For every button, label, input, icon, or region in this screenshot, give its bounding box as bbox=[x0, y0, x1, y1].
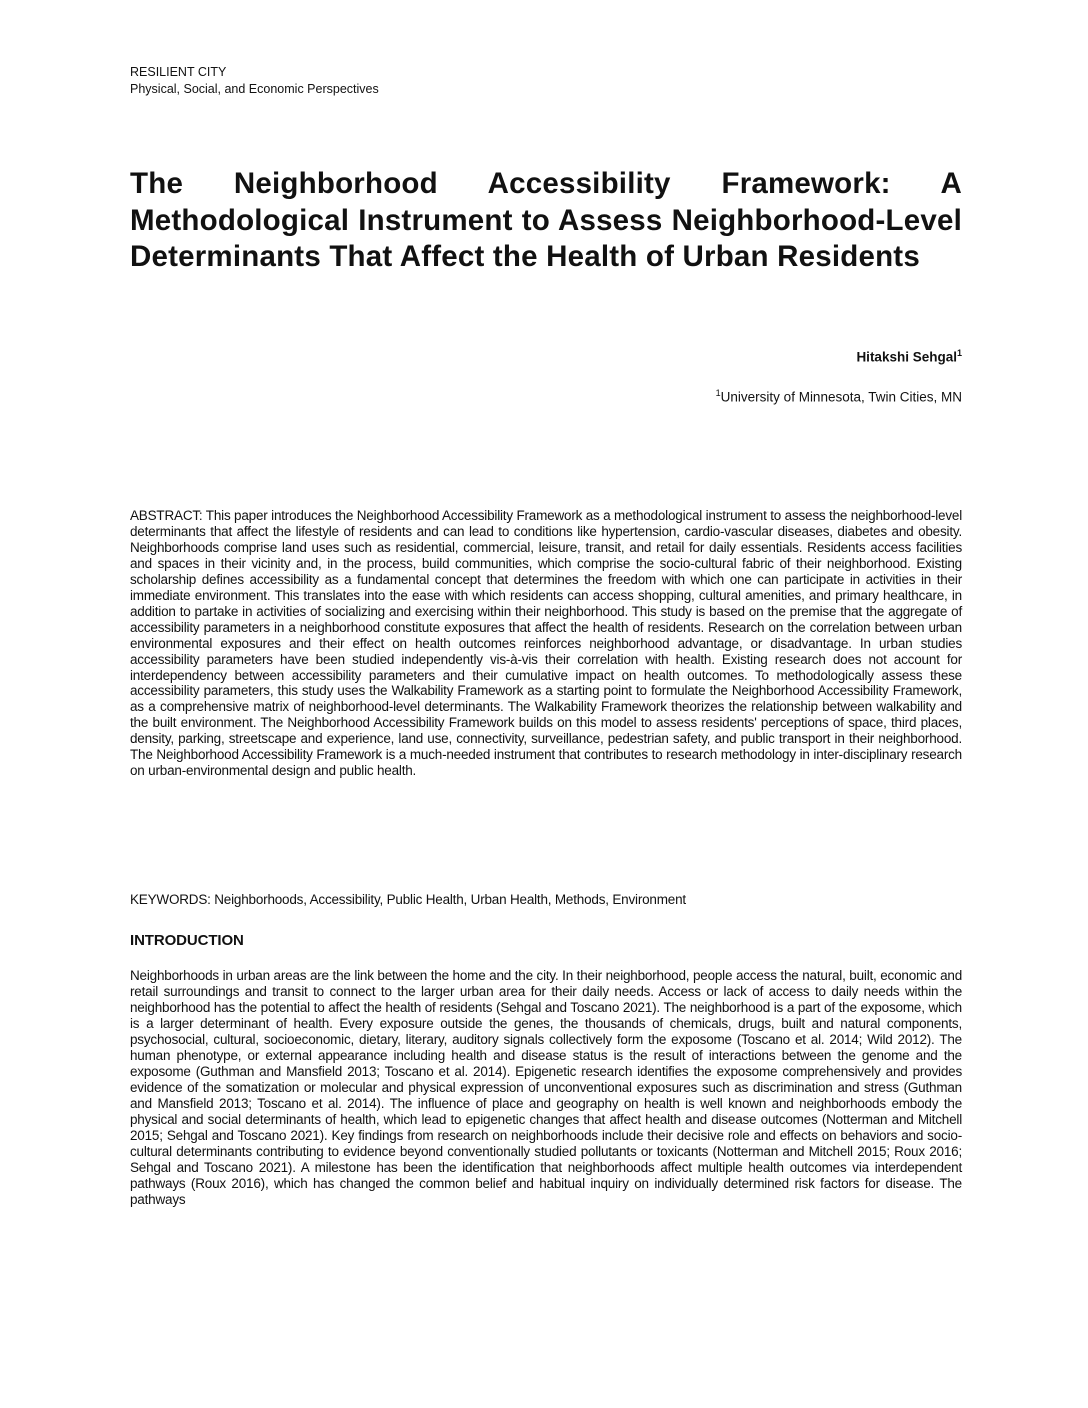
running-head-series: RESILIENT CITY bbox=[130, 65, 227, 79]
introduction-paragraph: Neighborhoods in urban areas are the link between the home and the city. In their neighborhood, people access the natural, built, economic and retail surroundings and transit to connect to the larger urban area for their daily needs. Access or lack of access to daily needs within the neighborhood has the potential to affect the health of residents (Sehgal and Toscano 2021). The neighborhood is a part of the exposome, which is a larger determinant of health. Every exposure outside the genes, the thousands of chemicals, drugs, built and natural components, psychosocial, cultural, socioeconomic, dietary, literary, auditory signals collectively form the exposome (Toscano et al. 2014; Wild 2012). The human phenotype, or external appearance including health and disease status is the result of interactions between the genome and the exposome (Guthman and Mansfield 2013; Toscano et al. 2014). Epigenetic research identifies the exposome comprehensively and provides evidence of the somatization or molecular and physical expression of unconventional exposures such as discrimination and stress (Guthman and Mansfield 2013; Toscano et al. 2014). The influence of place and geography on health is well known and neighborhoods embody the physical and social determinants of health, which lead to epigenetic changes that affect health and disease outcomes (Notterman and Mitchell 2015; Sehgal and Toscano 2021). Key findings from research on neighborhoods include their decisive role and effects on behaviors and socio-cultural determinants contributing to evidence beyond conventionally studied pollutants or toxicants (Notterman and Mitchell 2015; Roux 2016; Sehgal and Toscano 2021). A milestone has been the identification that neighborhoods affect multiple health outcomes via interdependent pathways (Roux 2016), which has changed the common belief and habitual inquiry on individually determined risk factors for disease. The pathways bbox=[130, 968, 962, 1207]
running-head bbox=[130, 64, 379, 98]
paper-title: The Neighborhood Accessibility Framework: A Methodological Instrument to Assess Neighborhood-Level Determinants That Affect the Health of Urban Residents bbox=[130, 167, 962, 273]
author-name: Hitakshi Sehgal bbox=[856, 349, 957, 365]
keywords-line: KEYWORDS: Neighborhoods, Accessibility, Public Health, Urban Health, Methods, Environment bbox=[130, 892, 686, 907]
affiliation-sup: 1 bbox=[715, 388, 721, 398]
abstract-paragraph: ABSTRACT: This paper introduces the Neighborhood Accessibility Framework as a methodological instrument to assess the neighborhood-level determinants that affect the lifestyle of residents and can lead to conditions like hypertension, cardio-vascular diseases, diabetes and obesity. Neighborhoods comprise land uses such as residential, commercial, leisure, transit, and retail for daily essentials. Residents access facilities and spaces in their vicinity and, in the process, build communities, which comprise the socio-cultural fabric of their neighborhood. Existing scholarship defines accessibility as a fundamental concept that determines the freedom with which one can participate in activities in their immediate environment. This translates into the ease with which residents can access shopping, cultural amenities, and primary healthcare, in addition to partake in activities of socializing and exercising within their neighborhood. This study is based on the premise that the aggregate of accessibility parameters in a neighborhood constitute exposures that affect the health of residents. Research on the correlation between urban environmental exposures and their effect on health outcomes reinforces neighborhood advantage, or disadvantage. In urban studies accessibility parameters have been studied independently vis-à-vis their correlation with health. Existing research does not account for interdependency between accessibility parameters and their cumulative impact on health outcomes. To methodologically assess these accessibility parameters, this study uses the Walkability Framework as a starting point to formulate the Neighborhood Accessibility Framework, as a comprehensive matrix of neighborhood-level determinants. The Walkability Framework theorizes the relationship between walkability and the built environment. The Neighborhood Accessibility Framework builds on this model to assess residents' perceptions of space, third places, density, parking, streetscape and experience, land use, connectivity, surveillance, pedestrian safety, and public transport in their neighborhood. The Neighborhood Accessibility Framework is a much-needed instrument that contributes to research methodology in inter-disciplinary research on urban-environmental design and public health. bbox=[130, 508, 962, 779]
author-sup: 1 bbox=[956, 348, 962, 358]
affiliation-text: University of Minnesota, Twin Cities, MN bbox=[720, 389, 962, 405]
running-head-subtitle: Physical, Social, and Economic Perspectives bbox=[130, 82, 379, 96]
section-heading-introduction: INTRODUCTION bbox=[130, 932, 244, 949]
affiliation-line bbox=[716, 388, 962, 405]
author-line bbox=[856, 348, 962, 365]
